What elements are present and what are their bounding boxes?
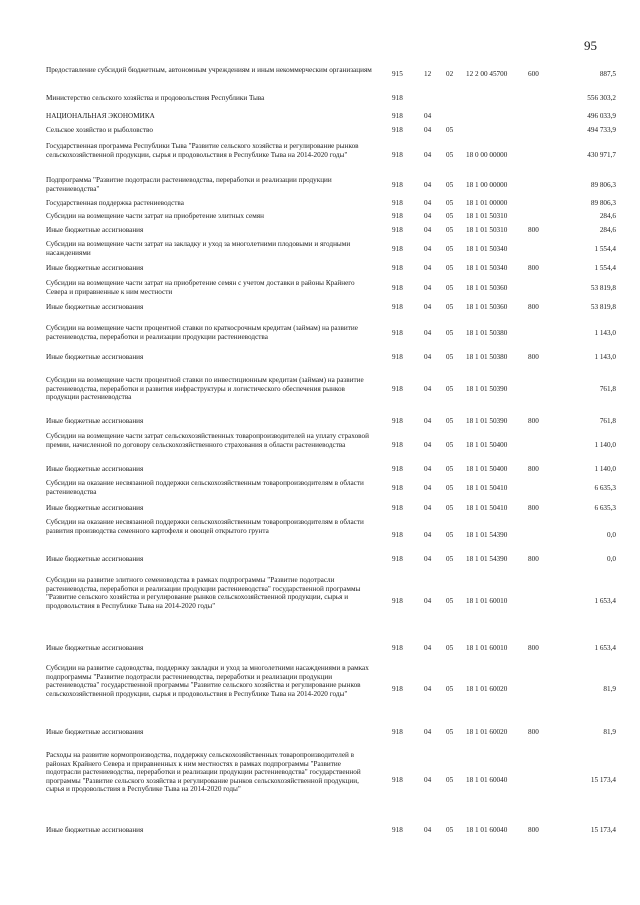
row-vr: 800 [528,465,539,473]
row-name: Субсидии на развитие садоводства, поддержку закладки и уход за многолетними насаждениями в рамках подпрограммы "Развитие подотрасли растениеводства, переработки и реализации продукции растениеводства" государственной программы "Развитие сельского хозяйства и регулирование рынков сельскохозяйственной продукции, сырья и продовольствия в Республике Тыва на 2014-2020 годы" [46,664,369,698]
row-csr: 18 1 01 50380 [466,353,508,361]
row-vr: 800 [528,353,539,361]
row-rz: 04 [424,303,432,311]
row-ved: 918 [392,465,403,473]
row-name: Расходы на развитие кормопроизводства, поддержку сельскохозяйственных товаропроизводителей в районах Крайнего Севера и приравненных к ним местностях в рамках подпрограммы "Развитие подотрасли растениеводства, переработки и реализации продукции растениеводства" государственной программы "Развитие сельского хозяйства и регулирование рынков сельскохозяйственной продукции, сырья и продовольствия в Республике Тыва на 2014-2020 годы" [46,751,361,794]
row-name: Иные бюджетные ассигнования [46,226,144,234]
row-pr: 05 [446,181,454,189]
row-ved: 918 [392,181,403,189]
row-rz: 04 [424,417,432,425]
row-rz: 04 [424,685,432,693]
row-rz: 04 [424,199,432,207]
row-vr: 800 [528,826,539,834]
row-rz: 04 [424,531,432,539]
row-name: Субсидии на развитие элитного семеноводства в рамках подпрограммы "Развитие подотрасли растениеводства, переработки и реализации продукции растениеводства" государственной программы "Развитие сельского хозяйства и регулирование рынков сельскохозяйственной продукции, сырья и продовольствия в Республике Тыва на 2014-2020 годы" [46,576,361,610]
row-sum: 53 819,8 [590,303,616,311]
row-sum: 1 653,4 [594,597,616,605]
row-sum: 284,6 [599,212,616,220]
row-pr: 05 [446,504,454,512]
row-pr: 05 [446,555,454,563]
row-sum: 761,8 [599,417,616,425]
row-sum: 89 806,3 [590,199,616,207]
row-rz: 04 [424,597,432,605]
row-rz: 04 [424,776,432,784]
row-name: Субсидии на возмещение части процентной ставки по инвестиционным кредитам (займам) на развитие растениеводства, переработки и развития инфраструктуры и логистического обеспечения рынков продукции растениеводства [46,376,364,402]
row-ved: 918 [392,245,403,253]
row-csr: 18 1 01 50410 [466,484,508,492]
row-pr: 05 [446,728,454,736]
row-sum: 0,0 [607,531,616,539]
row-ved: 918 [392,597,403,605]
row-pr: 05 [446,226,454,234]
row-name: Иные бюджетные ассигнования [46,353,144,361]
row-pr: 05 [446,417,454,425]
row-sum: 1 143,0 [594,329,616,337]
row-vr: 800 [528,226,539,234]
row-rz: 04 [424,465,432,473]
row-name: Государственная программа Республики Тыва "Развитие сельского хозяйства и регулирование рынков сельскохозяйственной продукции, сырья и продовольствия в Республике Тыва на 2014-2020 годы" [46,142,359,159]
row-pr: 05 [446,329,454,337]
row-vr: 800 [528,417,539,425]
row-sum: 1 143,0 [594,353,616,361]
row-sum: 496 033,9 [587,112,616,120]
row-sum: 1 140,0 [594,441,616,449]
row-name: НАЦИОНАЛЬНАЯ ЭКОНОМИКА [46,112,155,120]
row-pr: 05 [446,264,454,272]
row-ved: 918 [392,531,403,539]
row-rz: 04 [424,353,432,361]
row-name: Субсидии на возмещение части процентной ставки по краткосрочным кредитам (займам) на развитие растениеводства, переработки и реализации продукции растениеводства [46,324,358,341]
row-pr: 05 [446,685,454,693]
row-csr: 18 1 01 60040 [466,826,508,834]
row-rz: 04 [424,226,432,234]
row-vr: 800 [528,728,539,736]
row-pr: 05 [446,826,454,834]
row-sum: 6 635,3 [594,504,616,512]
row-pr: 05 [446,199,454,207]
row-rz: 04 [424,555,432,563]
row-csr: 18 1 01 60010 [466,597,508,605]
row-ved: 918 [392,776,403,784]
row-csr: 12 2 00 45700 [466,70,508,78]
row-pr: 05 [446,303,454,311]
row-csr: 18 1 01 60020 [466,728,508,736]
row-csr: 18 1 01 50310 [466,226,508,234]
row-pr: 05 [446,385,454,393]
row-csr: 18 1 01 60020 [466,685,508,693]
row-csr: 18 1 01 50360 [466,284,508,292]
row-ved: 918 [392,94,403,102]
row-name: Субсидии на оказание несвязанной поддержки сельскохозяйственным товаропроизводителям в области растениеводства [46,479,364,496]
row-name: Государственная поддержка растениеводства [46,199,184,207]
row-pr: 05 [446,484,454,492]
row-rz: 04 [424,441,432,449]
row-ved: 918 [392,644,403,652]
row-ved: 918 [392,226,403,234]
row-sum: 15 173,4 [590,826,616,834]
row-name: Субсидии на оказание несвязанной поддержки сельскохозяйственным товаропроизводителям в области развития производства семенного картофеля и овощей открытого грунта [46,518,364,535]
row-csr: 18 1 01 50310 [466,212,508,220]
row-name: Предоставление субсидий бюджетным, автономным учреждениям и иным некоммерческим организациям [46,66,372,74]
row-ved: 918 [392,504,403,512]
row-ved: 918 [392,264,403,272]
row-sum: 0,0 [607,555,616,563]
row-csr: 18 1 01 50390 [466,417,508,425]
page-number: 95 [584,38,597,53]
row-vr: 800 [528,644,539,652]
row-sum: 494 733,9 [587,126,616,134]
row-csr: 18 0 00 00000 [466,151,508,159]
row-csr: 18 1 01 50390 [466,385,508,393]
row-pr: 05 [446,776,454,784]
row-ved: 918 [392,728,403,736]
row-rz: 04 [424,126,432,134]
row-ved: 915 [392,70,403,78]
row-pr: 05 [446,644,454,652]
row-rz: 04 [424,181,432,189]
row-pr: 05 [446,465,454,473]
row-name: Иные бюджетные ассигнования [46,465,144,473]
row-sum: 1 554,4 [594,245,616,253]
row-vr: 800 [528,504,539,512]
row-ved: 918 [392,826,403,834]
row-vr: 600 [528,70,539,78]
row-sum: 761,8 [599,385,616,393]
row-csr: 18 1 00 00000 [466,181,508,189]
row-sum: 284,6 [599,226,616,234]
row-rz: 04 [424,264,432,272]
row-ved: 918 [392,555,403,563]
row-pr: 05 [446,531,454,539]
row-rz: 04 [424,504,432,512]
row-name: Иные бюджетные ассигнования [46,264,144,272]
row-sum: 81,9 [603,728,616,736]
row-pr: 02 [446,70,454,78]
row-ved: 918 [392,385,403,393]
row-csr: 18 1 01 50400 [466,441,508,449]
row-sum: 89 806,3 [590,181,616,189]
row-pr: 05 [446,597,454,605]
row-csr: 18 1 01 50400 [466,465,508,473]
row-name: Иные бюджетные ассигнования [46,417,144,425]
row-pr: 05 [446,353,454,361]
row-sum: 81,9 [603,685,616,693]
row-pr: 05 [446,441,454,449]
row-sum: 53 819,8 [590,284,616,292]
row-name: Субсидии на возмещение части затрат сельскохозяйственных товаропроизводителей на уплату страховой премии, начисленной по договору сельскохозяйственного страхования в области растениеводства [46,432,369,449]
row-pr: 05 [446,212,454,220]
row-name: Иные бюджетные ассигнования [46,504,144,512]
row-name: Иные бюджетные ассигнования [46,555,144,563]
row-pr: 05 [446,284,454,292]
row-csr: 18 1 01 50340 [466,264,508,272]
row-csr: 18 1 01 50380 [466,329,508,337]
row-csr: 18 1 01 50410 [466,504,508,512]
row-rz: 04 [424,484,432,492]
row-sum: 15 173,4 [590,776,616,784]
row-sum: 556 303,2 [587,94,616,102]
row-rz: 04 [424,826,432,834]
row-pr: 05 [446,151,454,159]
row-rz: 04 [424,112,432,120]
row-csr: 18 1 01 00000 [466,199,508,207]
row-ved: 918 [392,199,403,207]
row-csr: 18 1 01 54390 [466,555,508,563]
row-ved: 918 [392,284,403,292]
row-ved: 918 [392,353,403,361]
row-ved: 918 [392,417,403,425]
row-csr: 18 1 01 60040 [466,776,508,784]
row-sum: 1 554,4 [594,264,616,272]
row-name: Иные бюджетные ассигнования [46,728,144,736]
row-pr: 05 [446,126,454,134]
row-ved: 918 [392,484,403,492]
row-rz: 04 [424,284,432,292]
row-rz: 04 [424,151,432,159]
row-ved: 918 [392,212,403,220]
row-name: Иные бюджетные ассигнования [46,303,144,311]
row-rz: 04 [424,644,432,652]
row-name: Иные бюджетные ассигнования [46,644,144,652]
row-rz: 12 [424,70,432,78]
row-pr: 05 [446,245,454,253]
row-csr: 18 1 01 54390 [466,531,508,539]
row-csr: 18 1 01 50340 [466,245,508,253]
row-rz: 04 [424,245,432,253]
row-csr: 18 1 01 60010 [466,644,508,652]
row-name: Субсидии на возмещение части затрат на приобретение семян с учетом доставки в районы Крайнего Севера и приравненные к ним местности [46,279,355,296]
row-vr: 800 [528,303,539,311]
row-name: Подпрограмма "Развитие подотрасли растениеводства, переработки и реализации продукции растениеводства" [46,176,332,193]
row-ved: 918 [392,112,403,120]
row-name: Сельское хозяйство и рыболовство [46,126,153,134]
row-sum: 887,5 [599,70,616,78]
row-rz: 04 [424,385,432,393]
row-ved: 918 [392,329,403,337]
row-sum: 430 971,7 [587,151,616,159]
row-name: Министерство сельского хозяйства и продовольствия Республики Тыва [46,94,265,102]
row-vr: 800 [528,555,539,563]
row-ved: 918 [392,303,403,311]
row-rz: 04 [424,212,432,220]
row-rz: 04 [424,728,432,736]
row-ved: 918 [392,151,403,159]
row-sum: 6 635,3 [594,484,616,492]
row-name: Субсидии на возмещение части затрат на приобретение элитных семян [46,212,264,220]
row-sum: 1 653,4 [594,644,616,652]
row-ved: 918 [392,126,403,134]
row-name: Иные бюджетные ассигнования [46,826,144,834]
row-vr: 800 [528,264,539,272]
row-ved: 918 [392,685,403,693]
row-sum: 1 140,0 [594,465,616,473]
row-ved: 918 [392,441,403,449]
row-rz: 04 [424,329,432,337]
row-name: Субсидии на возмещение части затрат на закладку и уход за многолетними плодовыми и ягодными насаждениями [46,240,351,257]
row-csr: 18 1 01 50360 [466,303,508,311]
